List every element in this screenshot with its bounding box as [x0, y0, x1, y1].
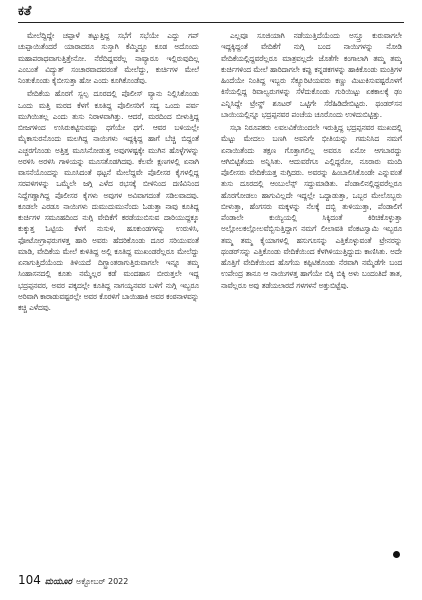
page-number: 104: [18, 573, 41, 587]
article-column-right: [221, 30, 402, 568]
paragraph: ವೇದಿಕೆಯ ಹೊರಗೆ ಸ್ವಲ್ಪ ದೂರದಲ್ಲಿ ಪೊಲೀಸ್ ವ್ಯಾನು ನಿಲ್ಲಿಸಿಕೊಂಡು ಒಂದು ಮತ್ತಿ ಮರದ ಕೆಳಗೆ ಕೂತಿದ್ದ ಪೊಲೀಸರಿಗೆ ಸದ್ಯ ಒಂದು ಪರ್ವ ಮುಗಿಯಿತಲ್ಲ ಎಂದು ತುಸು ನಿರಾಳವಾಗಿತ್ತು. ಆದರೆ, ಮರದಿಂದ ಬೀಳುತ್ತಿದ್ದ ಬೀಜಗಳಿಂದ ಉಸಿರುಕಟ್ಟಿಸುವಷ್ಟು ಧಗೆಯೇ ಧಗೆ. ಆವರ ಬಳಿಯಲ್ಲೇ ಮೈಕಾಸುರನೊಂದು ಮಲಗಿದ್ದ ನಾಯಿಗಳು ಇದ್ದಕ್ಕಿದ್ದ ಹಾಗೆ ಬೆಚ್ಚಿ ಬಿದ್ದಂತೆ ಎಚ್ಚರಗೊಂಡು ಅತ್ತಿತ್ತ ಮೂಸಿನೋಡುತ್ತ ಅವುಗಳಷ್ಟಕ್ಕೇ ಮುಗಿನ ಹೊಳ್ಳೆಗಳನ್ನು ಅರಳಿಸಿ ಅರಳಿಸಿ ಗಾಳಿಯನ್ನು ಮೂಸತೊಡಗಿದವು. ಕೆಲವೇ ಕ್ಷಣಗಳಲ್ಲಿ ಏನಾಗಿ ವಾಸನೆಯೊಂದನ್ನು ಮೂಸಿದಂತೆ ಥಟ್ಟನೆ ಮೇಲೆದ್ದವೇ ಪೊಲೀಸರ ಕೈಗಳಲ್ಲಿದ್ದ ಸರಪಳಿಗಳನ್ನು ಒಮ್ಮೆಲೇ ಜಗ್ಗಿ ಎಳೆದ ರಭಸಕ್ಕೆ ಬೀಳಿನಿಂದ ದಣಿವಿನಿಂದ ನಿದ್ದೆಗಣ್ಣಾಗಿದ್ದ ಪೊಲೀಸರ ಕೈಗಳು ಅವುಗಳ ಅವಿವಾಗದಂತೆ ಸಡಿಲವಾದವು. ಕೂಡಲೇ ಎರಡೂ ನಾಯಿಗಳು ದುಮುದುಮುನೆಂದು ಓಡುತ್ತಾ ನಾವು ಕೂತಿದ್ದ ಕುರ್ಚಿಗಳ ಸಮೂಹದಿಂದ ನುಗ್ಗಿ ವೇದಿಕೆಗೆ ಕರಡೆಯುಬಿಸುವ ದಾರಿಯುದ್ದಕ್ಕೂ ಕುಕ್ಕುತ್ತ ಓಟ್ಟಿಯ ಕೆಳಗೆ ನುಸುಳಿ, ಹೂಕುಂಡಗಳನ್ನು ಉರುಳಿಸಿ, ಫೋಟೋಗ್ರಾಫರುಗಳತ್ತ ಹಾರಿ ಅವರು ಹೆದರಿಕೊಂಡು ದೂರ ಸರಿಯುವಂತೆ ಮಾಡಿ, ವೇದಿಕೆಯ ಮೇಲೆ ಕುಳಿತಿದ್ದ ಅಲ್ಲಿ ಕೂತಿದ್ದ ಮುಖಂಡರೆಲ್ಲರೂ ಮೇಲೆದ್ದು ಏನಾಗುತ್ತಿದೆಯೆಂದು ತಿಳಿಯದೆ ದಿಗ್ಭ್ರಾಂತರಾಗುತ್ತಿರುವಾಗಲೇ ಇನ್ನೂ ತಮ್ಮ ಸಿಂಹಾಸನದಲ್ಲಿ ಕೂತು ನಮ್ಮೆಲ್ಲರ ಕಡೆ ಮಂದಹಾಸ ಬೀರುತ್ತಲೇ ಇದ್ದ ಭದ್ರಪ್ಪನವರ, ಅವರ ಪಕ್ಕದಲ್ಲೇ ಕೂತಿದ್ದ ನಾಗಯ್ಯನವರ ಬಳಿಗೆ ನುಗ್ಗಿ ಇಬ್ಬರೂ ಅರಿವಾಗಿ ಕಾರಾಡುವಷ್ಟರಲ್ಲೇ ಅವರ ಕೊರಳಿಗೆ ಬಾಯಿಹಾಕಿ ಅವರ ಕಂಠನಾಳವನ್ನು ಕಚ್ಚಿ ಎಳೆದವು.: [18, 89, 199, 312]
page-footer: [18, 573, 128, 587]
magazine-name: ಮಯೂರ: [44, 577, 73, 587]
paragraph: ಸಭಾ ನಿರೂಪಕರು ಲವಲವಿಕೆಯಿಂದಲೇ ಇರುತ್ತಿದ್ದ ಭದ್ರಪ್ಪನವರ ಮುಖದಲ್ಲಿ ಮೆಟ್ಟು ಮೇದಲು ಬಣಗಿ ಅವನಿಗೇ ಭೀತಿಯನ್ನು ಗಮನಿಸಿದ ನಮಗೆ ಏನಾಯಿತೆಂದು ತಕ್ಷಣ ಗೊತ್ತಾಗಲಿಲ್ಲ ಅವರೂ ಏನೋ ಆಗಬಾರದ್ದು ಆಗಿಬಿಟ್ಟಿತೆಂದು ಅನ್ನಿಸಿತು. ಆದುವರೆಗೂ ಎಲ್ಲಿದ್ದರೋ, ನೂರಾರು ಮಂದಿ ಪೊಲೀಸರು ವೇದಿಕೆಯತ್ತ ನುಗ್ಗಿದರು. ಅವರನ್ನು ಹಿಂಬಾಲಿಸಿಕೊಂಡೇ ಎನ್ನುವಂತೆ ತುಸು ದೂರದಲ್ಲಿ ಆಂಬುಲೆನ್ಸ್ ಸದ್ದುಮಾಡಿತು. ಪೆಂಡಾಲಿನಲ್ಲಿದ್ದವರೆಲ್ಲರೂ ಹೊರಗೋಡಲು ಹಾಗುವಿಲ್ಲದೇ ಇದ್ದಲ್ಲೇ ಒದ್ದಾಡುತ್ತಾ, ಒಬ್ಬರ ಮೇಲೊಬ್ಬರು ಬೀಳುತ್ತಾ, ಹೆಂಗಸರು ಮಕ್ಕಳನ್ನು ನೆಲಕ್ಕೆ ದಬ್ಬಿ ತುಳಿಯುತ್ತಾ, ಪೆಂಡಾಲಿಗೆ ಪೆಂಡಾಲೇ ಕುಯ್ಯಿಯಲ್ಲಿ ಸಿಕ್ಕಿದಂತೆ ಕಿರಿಚಿಕೊಳ್ಳುತ್ತಾ ಅಲ್ಲೋಲಕಲ್ಲೋಲವೆಬ್ಬಿಸುತ್ತಿದ್ದಾಗ ನಮಗೆ ಲೀಲಾವತಿ ವೆಂಕಟಸ್ವಾಮಿ ಇಬ್ಬರೂ ತಮ್ಮ ತಮ್ಮ ಕೈಯಾಗಳಲ್ಲಿ ಹಸುಗೂಸನ್ನು ಎತ್ತಿಕೊಳ್ಳುವಂತೆ ಟ್ರೇನರನ್ನು ಥಂಡರ್‌ಸನ್ನು ಎತ್ತಿಕೊಂಡು ವೇದಿಕೆಯಿಂದ ಕೆಳಗಿಳಿಯುತ್ತಿದ್ದುದು ಕಾಣಿಸಿತು. ಅದೇ ಹೊತ್ತಿಗೆ ವೇದಿಕೆಯಿಂದ ಹೊಗೆಯ ಕಪ್ಪಿಟಿಕೊಂಡು ನೆರವಾಗಿ ನಮ್ಮೆಡೆಗೇ ಬಂದ ಉಪೇಂದ್ರ ತಾನೂ ಆ ನಾಯಿಗಳತ್ತ ಹಾಗೆಯೇ ಬಿಕ್ಕಿ ಬಿಕ್ಕಿ ಅಳು ಬಂದಂತಿದೆ ತಾತ, ನಾವೆಲ್ಲರೂ ಅವು ತಡೆಯಲಾರದೆ ಗಳಗಳನೆ ಅತ್ತುಬಿಟ್ಟೆವು.: [221, 123, 402, 290]
paragraph: ಮೇಲೆದ್ದಿದ್ದೇ ಚಪ್ಪಾಳೆ ತಟ್ಟುತ್ತಿದ್ದ ಸಭೆಗೆ ಸಭೆಯೇ ಎದ್ದು ಗಪ್ ಚುಪ್ಪಾಯಿತೆಂದರೆ ಯಾರಾದರೂ ಸುಸ್ತಾಗಿ ಕೆಮ್ಮಿದ್ದೂ ಕೂಡ ಅದೊಂದು ಮಹಾಪರಾಧವಾಗುತ್ತಿತ್ತೇನೋ. ನೆರೆದಿದ್ದವರೆಲ್ಲ ನಾವ್ಯಾರೂ ಇಲ್ಲಿರುವುದಿಲ್ಲ ಎಂಬಂತೆ ವಿದ್ಯುತ್ ಸಂಚಾರವಾದವರಂತೆ ಮೇಲೆದ್ದು, ಕುರ್ಚಿಗಳ ಮೇಲೆ ನಿಂತುಕೊಂಡು ಕೈಬೀಸುತ್ತಾ ಹೋ ಎಂದು ಕೂಗಿಕೊಂಡೆವು.: [18, 31, 199, 85]
section-label: ಕತೆ: [18, 4, 32, 19]
story-end-bullet-icon: [393, 551, 400, 558]
section-divider: [18, 22, 404, 23]
issue-date: ಅಕ್ಟೋಬರ್ 2022: [76, 577, 129, 586]
paragraph: ಎಲ್ಲವೂ ಸೂಜಿಯಾಗಿ ನಡೆಯುತ್ತಿದೆಯೆಂದು ಅಸ್ತ್ರೂ ಕುರುವಾಗಲೇ ಇದ್ದಕ್ಕಿದ್ದಂತೆ ವೇದಿಕೆಗೆ ನುಗ್ಗಿ ಬಂದ ನಾಯಿಗಳನ್ನು ನೋಡಿ ವೇದಿಕೆಯಲ್ಲಿದ್ದವರೆಲ್ಲರೂ ಮಾತ್ರವಲ್ಲದೇ ಜೊತೆಗೇ ಕಂಗಾಲಾಗಿ ತಮ್ಮ ತಮ್ಮ ಕುರ್ಚಿಗಳಿಂದ ಮೇಲೆ ಹಾರಿದಾಗಲೇ ಕಪ್ಪು ಕನ್ನಡಕಗಳನ್ನು ಹಾಕಿಕೊಂಡು ಮಂತ್ರಿಗಳ ಹಿಂದೆಯೇ ನಿಂತಿದ್ದ ಇಬ್ಬರು ಸೆಕ್ಯೂರಿಟಿಯವರು ಕಣ್ಣು ಮಿಟುಕಿಸುವಷ್ಟರೊಳಗೆ ಕಿಸೆಯಲ್ಲಿದ್ದ ರಿವಾಲ್ವರುಗಳನ್ನು ಸೆಳೆದುಕೊಂಡು ಗುರಿಯಿಟ್ಟು ಏಕಕಾಲಕ್ಕೆ ಢಂ ಎನ್ನಿಸಿದ್ದೇ ಟ್ರೇನ್ಡ್ ಶೂಟರ್ ಒಟ್ಟಿಗೇ ಸೆರೆಹಿಡಿದೇಬಿಟ್ಟರು. ಥಂಡರ್‌ಸನ ಬಾಯಿಯಲ್ಲಿನ್ನೂ ಭದ್ರಪ್ಪನವರ ಪಂಚೆಯ ಚೂರೊಂದು ಉಳಿದುಬಿಟ್ಟಿತ್ತು.: [221, 31, 402, 119]
article-column-left: [18, 30, 199, 568]
